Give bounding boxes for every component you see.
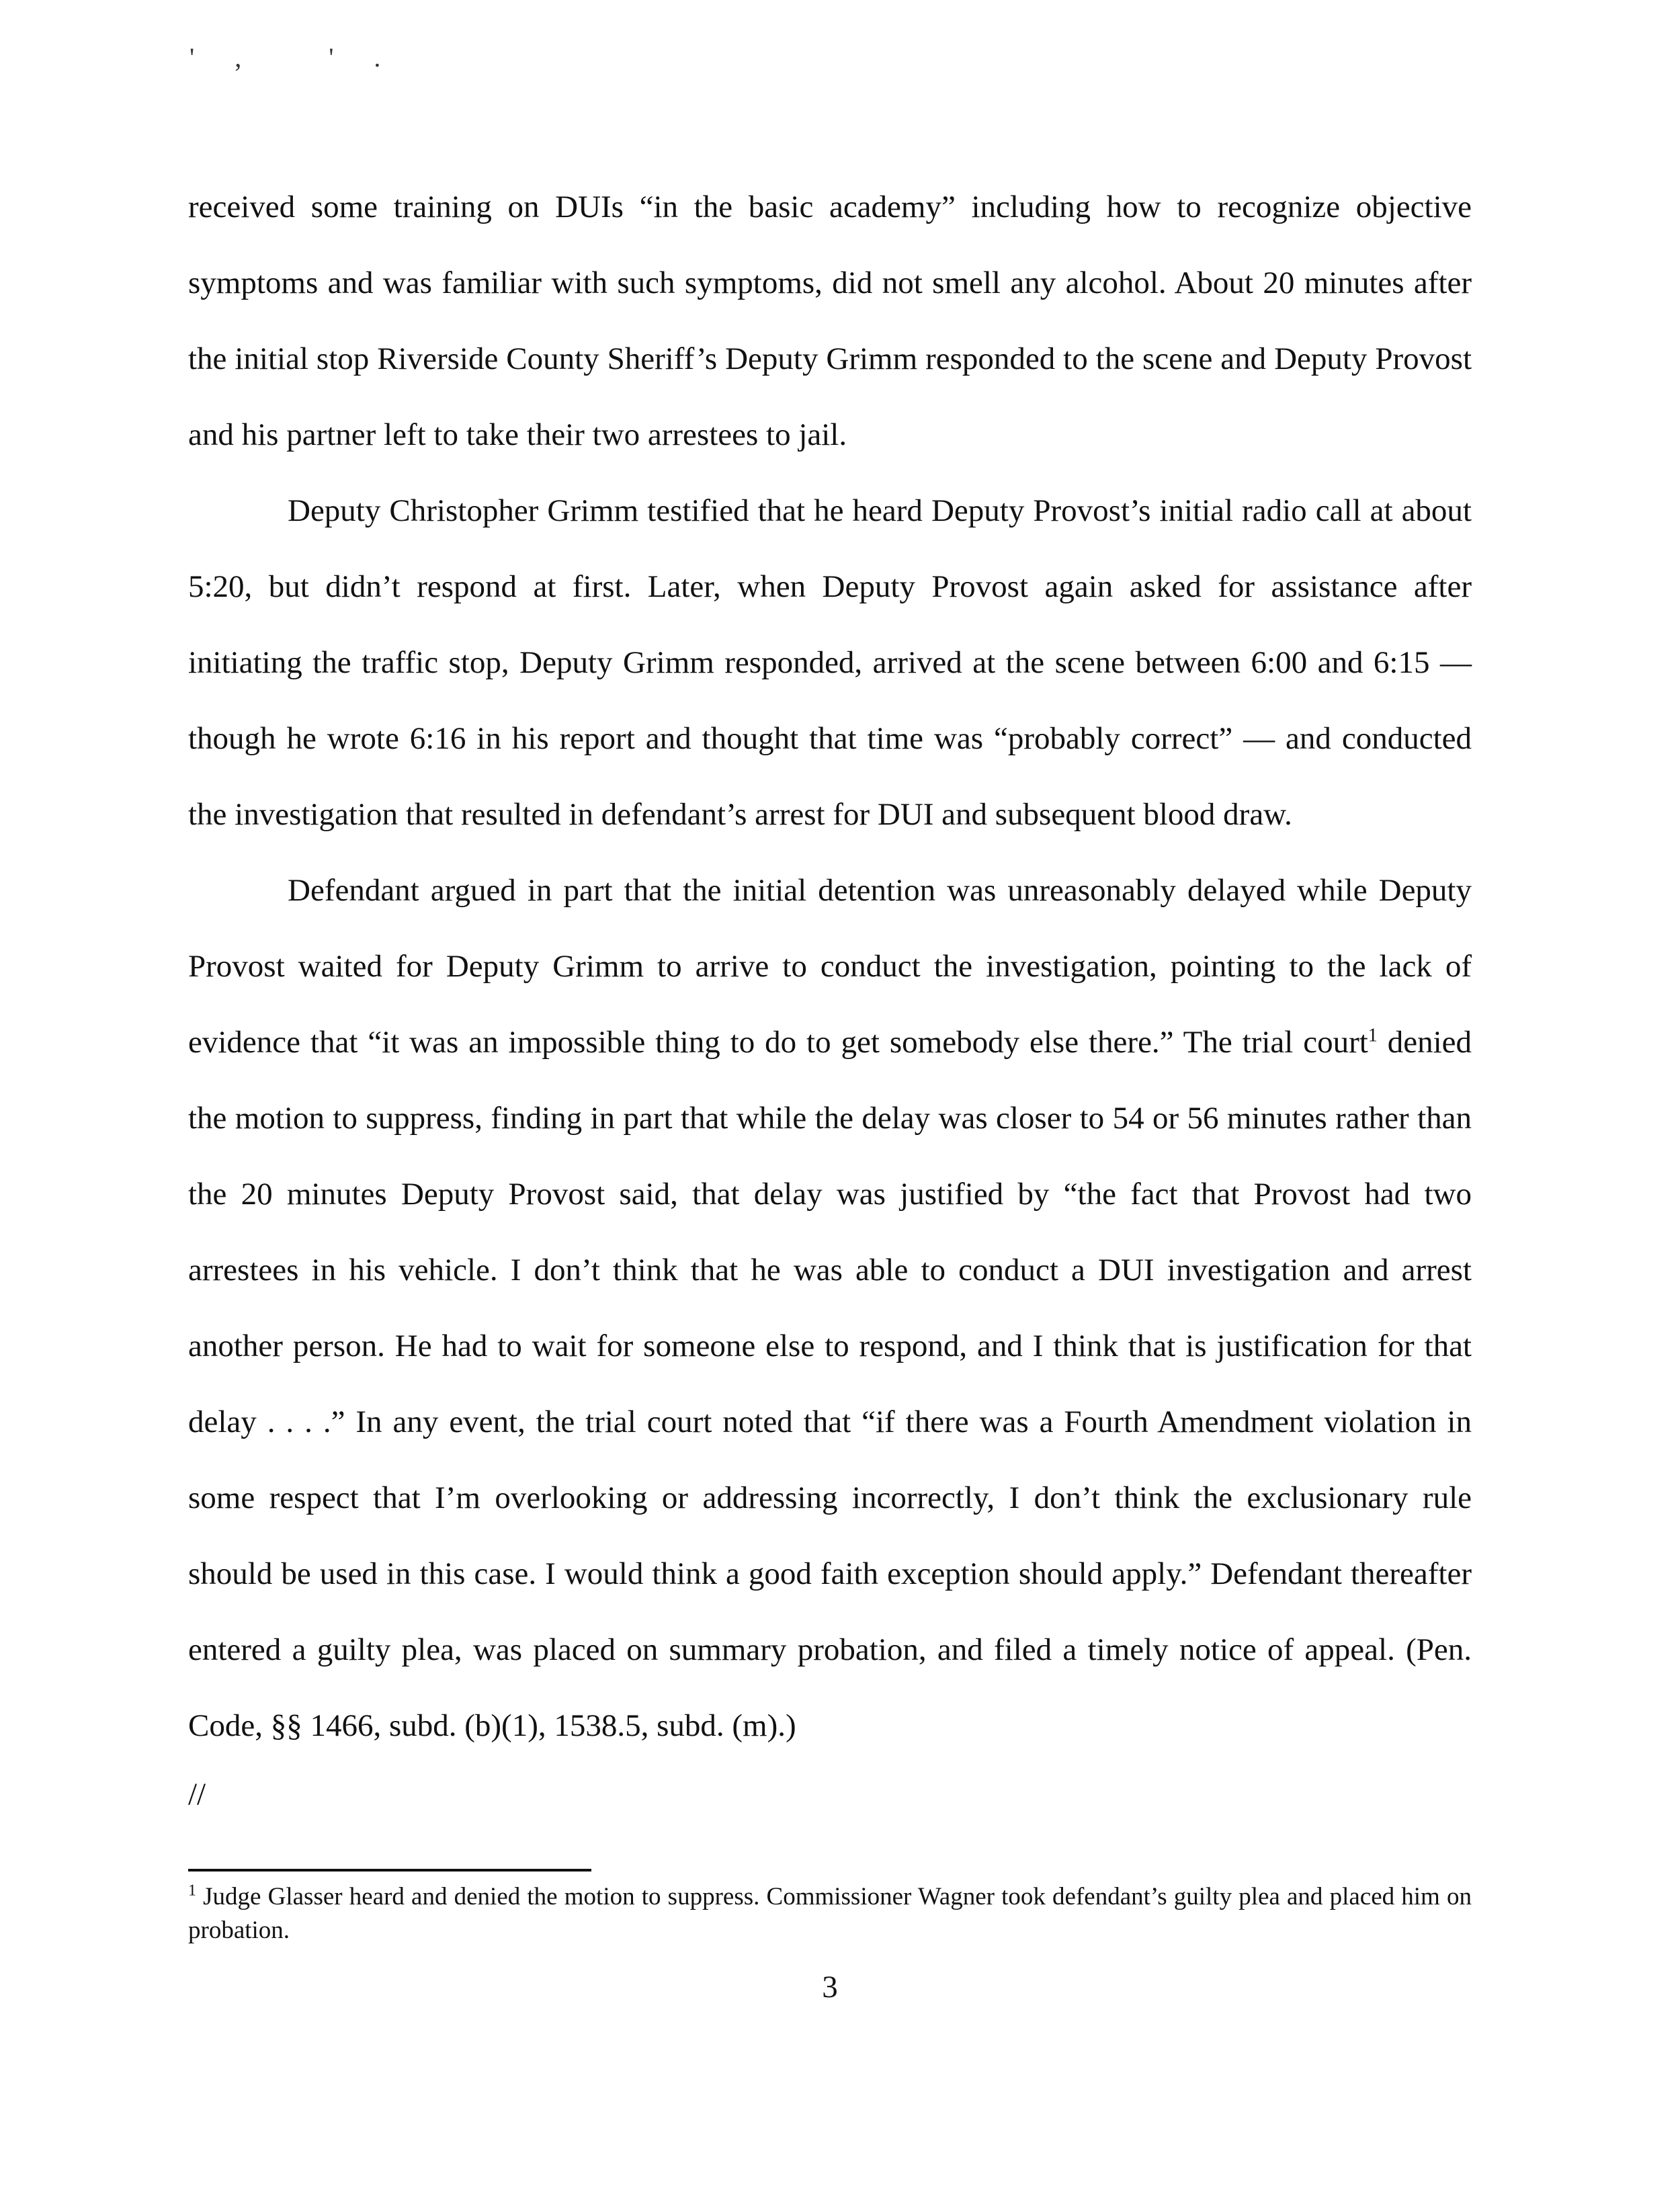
- scan-marks: ', '.: [190, 42, 421, 73]
- page-number: 3: [822, 1970, 838, 2005]
- footnote: [188, 1880, 1472, 1947]
- footnote-number: 1: [188, 1882, 196, 1900]
- footnote-divider: [188, 1869, 591, 1872]
- footnote-reference: 1: [1368, 1025, 1378, 1046]
- footnote-text: Judge Glasser heard and denied the motion to suppress. Commissioner Wagner took defendant’s guilty plea and placed him on probation.: [188, 1883, 1472, 1944]
- paragraph-3-text-after-note: denied the motion to suppress, finding in part that while the delay was closer to 54 or 56 minutes rather than the 20 minutes Deputy Provost said, that delay was justified by “the fact that Provost had two arrestees in his vehicle. I don’t think that he was able to conduct a DUI investigation and arrest another person. He had to wait for someone else to respond, and I think that is justification for that delay . . . .” In any event, the trial court noted that “if there was a Fourth Amendment violation in some respect that I’m overlooking or addressing incorrectly, I don’t think the exclusionary rule should be used in this case. I would think a good faith exception should apply.” Defendant thereafter entered a guilty plea, was placed on summary probation, and filed a timely notice of appeal. (Pen. Code, §§ 1466, subd. (b)(1), 1538.5, subd. (m).): [188, 1025, 1472, 1743]
- body-text: [188, 169, 1472, 1764]
- paragraph-3: [188, 853, 1472, 1764]
- paragraph-1: received some training on DUIs “in the basic academy” including how to recognize objective symptoms and was familiar with such symptoms, did not smell any alcohol. About 20 minutes after the initial stop Riverside County Sheriff’s Deputy Grimm responded to the scene and Deputy Provost and his partner left to take their two arrestees to jail.: [188, 190, 1472, 452]
- paragraph-3-text-before-note: Defendant argued in part that the initial detention was unreasonably delayed while Deputy Provost waited for Deputy Grimm to arrive to conduct the investigation, pointing to the lack of evidence that “it was an impossible thing to do to get somebody else there.” The trial court: [188, 873, 1472, 1060]
- paragraph-2: Deputy Christopher Grimm testified that he heard Deputy Provost’s initial radio call at about 5:20, but didn’t respond at first. Later, when Deputy Provost again asked for assistance after initiating the traffic stop, Deputy Grimm responded, arrived at the scene between 6:00 and 6:15 — though he wrote 6:16 in his report and thought that time was “probably correct” — and conducted the investigation that resulted in defendant’s arrest for DUI and subsequent blood draw.: [188, 493, 1472, 832]
- section-break: //: [188, 1777, 206, 1812]
